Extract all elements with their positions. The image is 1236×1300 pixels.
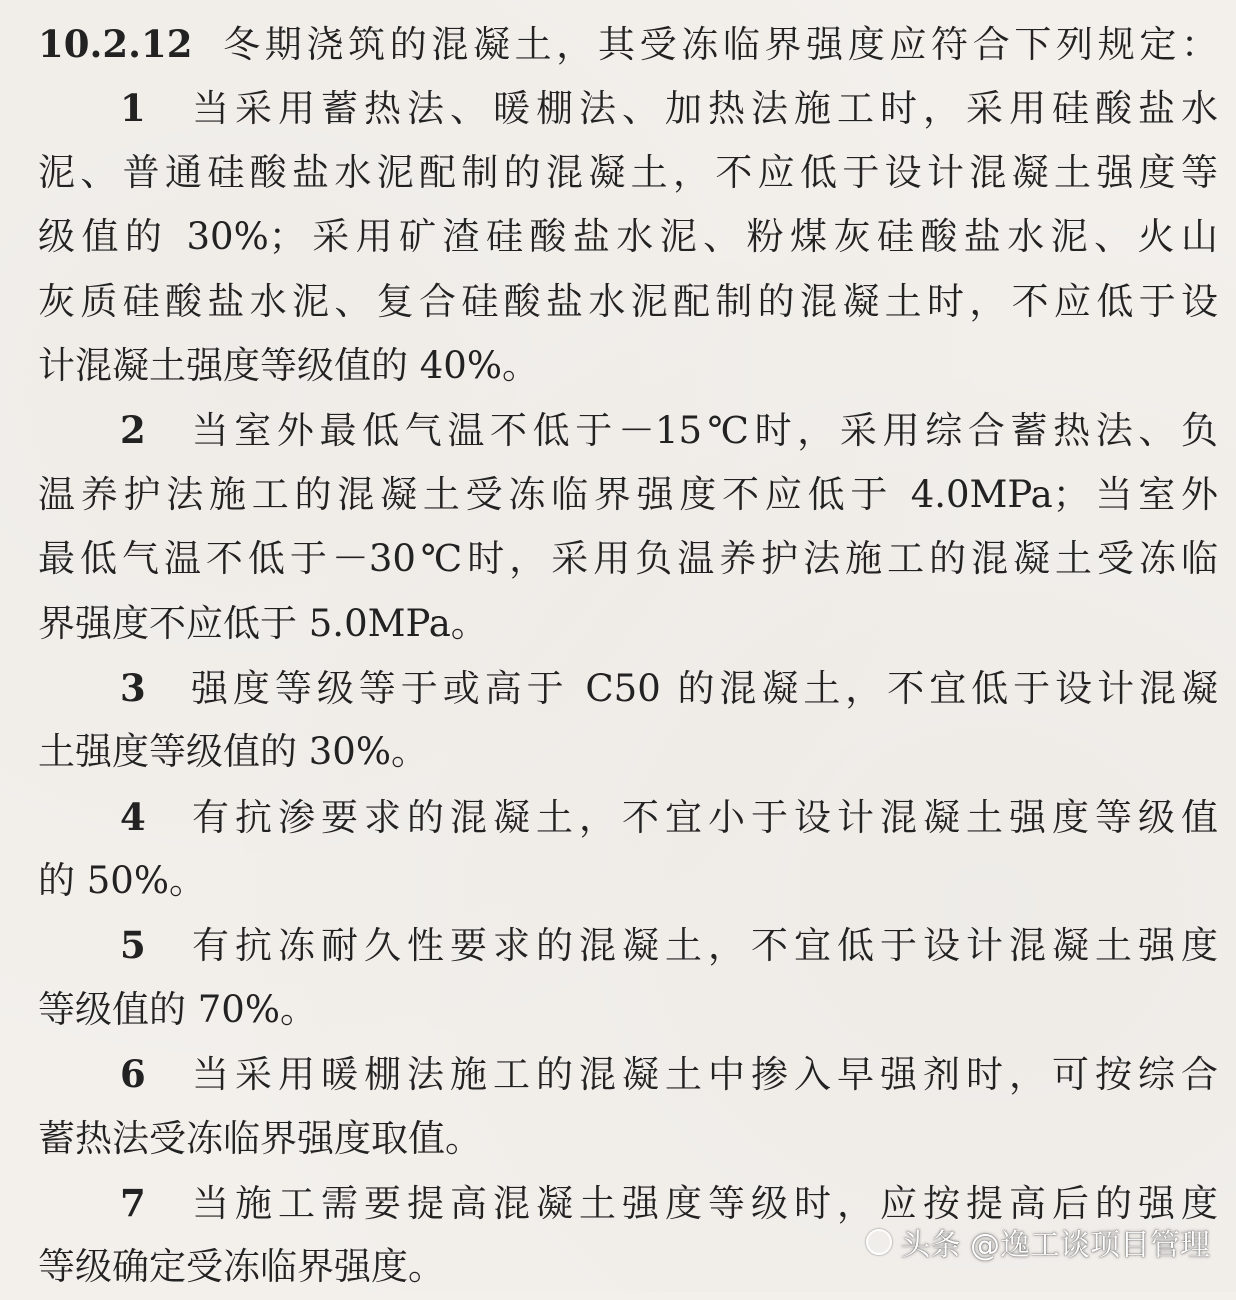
item-2-line-1 [38,398,1218,462]
item-1-line-1 [38,76,1218,140]
clause-title: 冬期浇筑的混凝土，其受冻临界强度应符合下列规定： [218,23,1218,66]
text-line: 蓄热法受冻临界强度取值。 [38,1116,482,1160]
item-6-line-1 [38,1042,1218,1106]
text-line: 土强度等级值的 30%。 [38,730,428,774]
text-line: 的 50%。 [38,859,206,903]
item-1-line-2 [38,141,1218,205]
item-2-line-3 [38,527,1218,591]
watermark-icon [866,1229,892,1255]
item-number: 7 [120,1181,146,1226]
text-line: 最低气温不低于－30℃时，采用负温养护法施工的混凝土受冻临 [38,537,1218,581]
text-line: 当施工需要提高混凝土强度等级时，应按提高后的强度 [186,1182,1218,1226]
item-6-line-2 [38,1107,1218,1171]
item-number: 2 [120,408,146,453]
item-number: 1 [120,86,146,131]
item-5-line-1 [38,913,1218,977]
text-line: 界强度不应低于 5.0MPa。 [38,601,488,645]
watermark-text: 头条 @逸工谈项目管理 [900,1228,1210,1263]
text-line: 当采用蓄热法、暖棚法、加热法施工时，采用硅酸盐水 [186,87,1218,131]
item-4-line-1 [38,785,1218,849]
item-3-line-2 [38,720,1218,784]
text-line: 强度等级等于或高于 C50 的混凝土，不宜低于设计混凝 [186,666,1218,710]
text-line: 当室外最低气温不低于－15℃时，采用综合蓄热法、负 [186,409,1218,453]
text-line: 泥、普通硅酸盐水泥配制的混凝土，不应低于设计混凝土强度等 [38,150,1218,194]
item-number: 4 [120,794,146,839]
clause-heading-line [38,12,1218,76]
item-number: 3 [120,665,146,710]
text-line: 级值的 30%；采用矿渣硅酸盐水泥、粉煤灰硅酸盐水泥、火山 [38,215,1218,259]
item-4-line-2 [38,849,1218,913]
text-line: 温养护法施工的混凝土受冻临界强度不应低于 4.0MPa；当室外 [38,472,1218,516]
text-line: 当采用暖棚法施工的混凝土中掺入早强剂时，可按综合 [186,1053,1218,1097]
watermark [866,1220,1210,1264]
item-2-line-2 [38,463,1218,527]
text-line: 等级确定受冻临界强度。 [38,1245,445,1289]
item-1-line-3 [38,205,1218,269]
item-1-line-5 [38,334,1218,398]
item-5-line-2 [38,978,1218,1042]
item-3-line-1 [38,656,1218,720]
clause-number: 10.2.12 [38,22,193,66]
text-line: 有抗冻耐久性要求的混凝土，不宜低于设计混凝土强度 [186,924,1218,968]
text-line: 有抗渗要求的混凝土，不宜小于设计混凝土强度等级值 [186,795,1218,839]
item-number: 6 [120,1052,146,1097]
item-1-line-4 [38,270,1218,334]
item-number: 5 [120,923,146,968]
text-line: 计混凝土强度等级值的 40%。 [38,343,539,387]
item-2-line-4 [38,592,1218,656]
document-text [38,12,1218,1300]
text-line: 灰质硅酸盐水泥、复合硅酸盐水泥配制的混凝土时，不应低于设 [38,279,1218,323]
text-line: 等级值的 70%。 [38,987,317,1031]
